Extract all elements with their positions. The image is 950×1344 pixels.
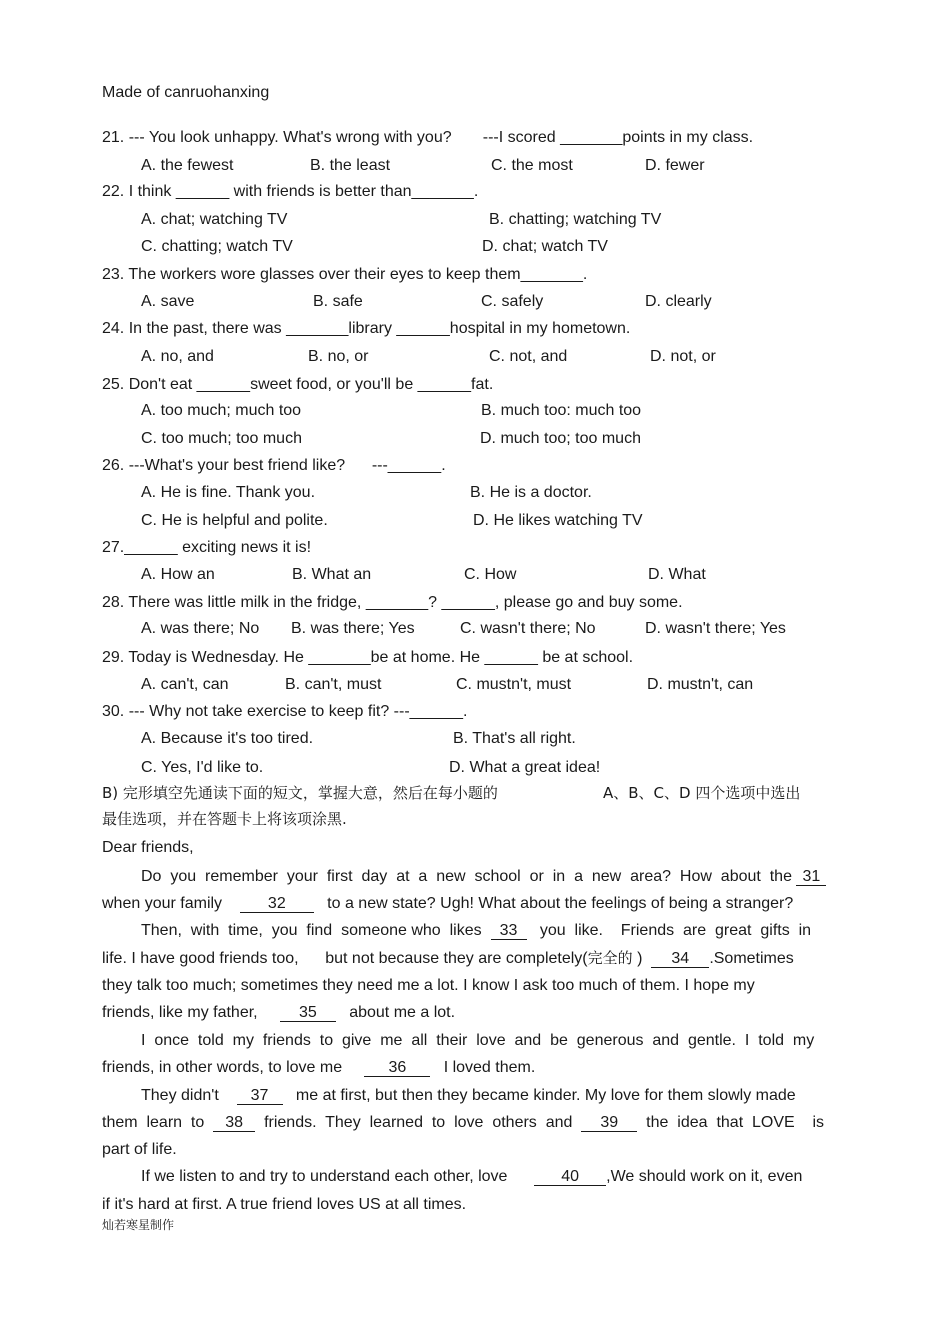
q23-option-d: D. clearly bbox=[645, 293, 712, 310]
q28-option-b: B. was there; Yes bbox=[291, 620, 415, 637]
passage-p2-line1: Then, with time, you find someone who likes 33 you like. Friends are great gifts in bbox=[141, 922, 812, 939]
passage-p3-line2: friends, in other words, to love me 36 I loved them. bbox=[102, 1059, 536, 1076]
q30-option-a: A. Because it's too tired. bbox=[141, 730, 314, 747]
question-22-stem: 22. I think ______ with friends is better than_______. bbox=[102, 183, 479, 200]
passage-p4-line2: them learn to 38 friends. They learned to love others and 39 the idea that LOVE is bbox=[102, 1114, 825, 1131]
passage-p4-line3: part of life. bbox=[102, 1141, 177, 1158]
q27-option-c: C. How bbox=[464, 566, 517, 583]
q28-option-d: D. wasn't there; Yes bbox=[645, 620, 786, 637]
q27-option-a: A. How an bbox=[141, 566, 215, 583]
q27-option-b: B. What an bbox=[292, 566, 372, 583]
q21-option-b: B. the least bbox=[310, 157, 391, 174]
passage-p5-line1: If we listen to and try to understand each other, love 40 ,We should work on it, even bbox=[141, 1168, 803, 1185]
q21-option-a: A. the fewest bbox=[141, 157, 234, 174]
q25-option-d: D. much too; too much bbox=[480, 430, 641, 447]
blank-33: 33 bbox=[491, 922, 527, 940]
q23-option-b: B. safe bbox=[313, 293, 363, 310]
passage-p4-line1: They didn't 37 me at first, but then they became kinder. My love for them slowly made bbox=[141, 1087, 796, 1104]
q22-option-b: B. chatting; watching TV bbox=[489, 211, 662, 228]
passage-p1-line1: Do you remember your first day at a new school or in a new area? How about the 31 bbox=[141, 867, 826, 887]
blank-36: 36 bbox=[364, 1059, 430, 1077]
q26-option-a: A. He is fine. Thank you. bbox=[141, 484, 316, 501]
passage-p2-line4: friends, like my father, 35 about me a lot. bbox=[102, 1004, 456, 1021]
q25-option-b: B. much too: much too bbox=[481, 402, 642, 419]
q22-option-d: D. chat; watch TV bbox=[482, 238, 608, 255]
q26-option-c: C. He is helpful and polite. bbox=[141, 512, 328, 529]
q24-option-c: C. not, and bbox=[489, 348, 568, 365]
q28-option-a: A. was there; No bbox=[141, 620, 260, 637]
blank-39: 39 bbox=[581, 1114, 637, 1132]
question-30-stem: 30. --- Why not take exercise to keep fit? ---______. bbox=[102, 703, 468, 720]
question-25-stem: 25. Don't eat ______sweet food, or you'll be ______fat. bbox=[102, 376, 494, 393]
question-27-stem: 27.______ exciting news it is! bbox=[102, 539, 312, 556]
q24-option-d: D. not, or bbox=[650, 348, 716, 365]
blank-35: 35 bbox=[280, 1004, 336, 1022]
question-21-stem: 21. --- You look unhappy. What's wrong with you? ---I scored _______points in my class. bbox=[102, 129, 754, 146]
q25-option-a: A. too much; much too bbox=[141, 402, 302, 419]
passage-p1-line2: when your family 32 to a new state? Ugh! What about the feelings of being a stranger? bbox=[102, 895, 794, 912]
blank-40: 40 bbox=[534, 1168, 606, 1186]
passage-p2-line2: life. I have good friends too, but not because they are completely(完全的 ) 34 .Sometimes bbox=[102, 949, 794, 967]
question-24-stem: 24. In the past, there was _______library ______hospital in my hometown. bbox=[102, 320, 631, 337]
q28-option-c: C. wasn't there; No bbox=[460, 620, 596, 637]
question-23-stem: 23. The workers wore glasses over their eyes to keep them_______. bbox=[102, 266, 588, 283]
question-29-stem: 29. Today is Wednesday. He _______be at home. He ______ be at school. bbox=[102, 649, 634, 666]
passage-p3-line1: I once told my friends to give me all their love and be generous and gentle. I told my bbox=[141, 1032, 815, 1049]
q26-option-b: B. He is a doctor. bbox=[470, 484, 592, 501]
document-header: Made of canruohanxing bbox=[102, 84, 270, 101]
blank-37: 37 bbox=[237, 1087, 283, 1105]
section-b-instruction-line2: 最佳选项，并在答题卡上将该项涂黑. bbox=[102, 810, 347, 828]
question-26-stem: 26. ---What's your best friend like? ---______. bbox=[102, 457, 446, 474]
q24-option-b: B. no, or bbox=[308, 348, 369, 365]
q23-option-a: A. save bbox=[141, 293, 195, 310]
q21-option-c: C. the most bbox=[491, 157, 573, 174]
q22-option-a: A. chat; watching TV bbox=[141, 211, 288, 228]
q29-option-b: B. can't, must bbox=[285, 676, 382, 693]
q29-option-d: D. mustn't, can bbox=[647, 676, 754, 693]
q23-option-c: C. safely bbox=[481, 293, 544, 310]
passage-p2-line3: they talk too much; sometimes they need me a lot. I know I ask too much of them. I hope my bbox=[102, 977, 755, 994]
section-b-instruction-line1: B) 完形填空先通读下面的短文，掌握大意，然后在每小题的 bbox=[102, 784, 498, 802]
section-b-instruction-line1-right: A、B、C、D 四个选项中选出 bbox=[603, 784, 801, 802]
q24-option-a: A. no, and bbox=[141, 348, 214, 365]
q30-option-b: B. That's all right. bbox=[453, 730, 576, 747]
passage-p5-line2: if it's hard at first. A true friend loves US at all times. bbox=[102, 1196, 467, 1213]
q21-option-d: D. fewer bbox=[645, 157, 705, 174]
passage-greeting: Dear friends, bbox=[102, 839, 194, 856]
blank-38: 38 bbox=[213, 1114, 255, 1132]
q30-option-c: C. Yes, I'd like to. bbox=[141, 759, 264, 776]
question-28-stem: 28. There was little milk in the fridge, _______? ______, please go and buy some. bbox=[102, 594, 683, 611]
q29-option-a: A. can't, can bbox=[141, 676, 229, 693]
footer-credit: 灿若寒星制作 bbox=[102, 1218, 175, 1232]
q22-option-c: C. chatting; watch TV bbox=[141, 238, 293, 255]
blank-34: 34 bbox=[651, 950, 709, 968]
q25-option-c: C. too much; too much bbox=[141, 430, 302, 447]
q26-option-d: D. He likes watching TV bbox=[473, 512, 643, 529]
blank-32: 32 bbox=[240, 895, 314, 913]
q27-option-d: D. What bbox=[648, 566, 706, 583]
q29-option-c: C. mustn't, must bbox=[456, 676, 572, 693]
blank-31: 31 bbox=[796, 868, 826, 886]
q30-option-d: D. What a great idea! bbox=[449, 759, 601, 776]
